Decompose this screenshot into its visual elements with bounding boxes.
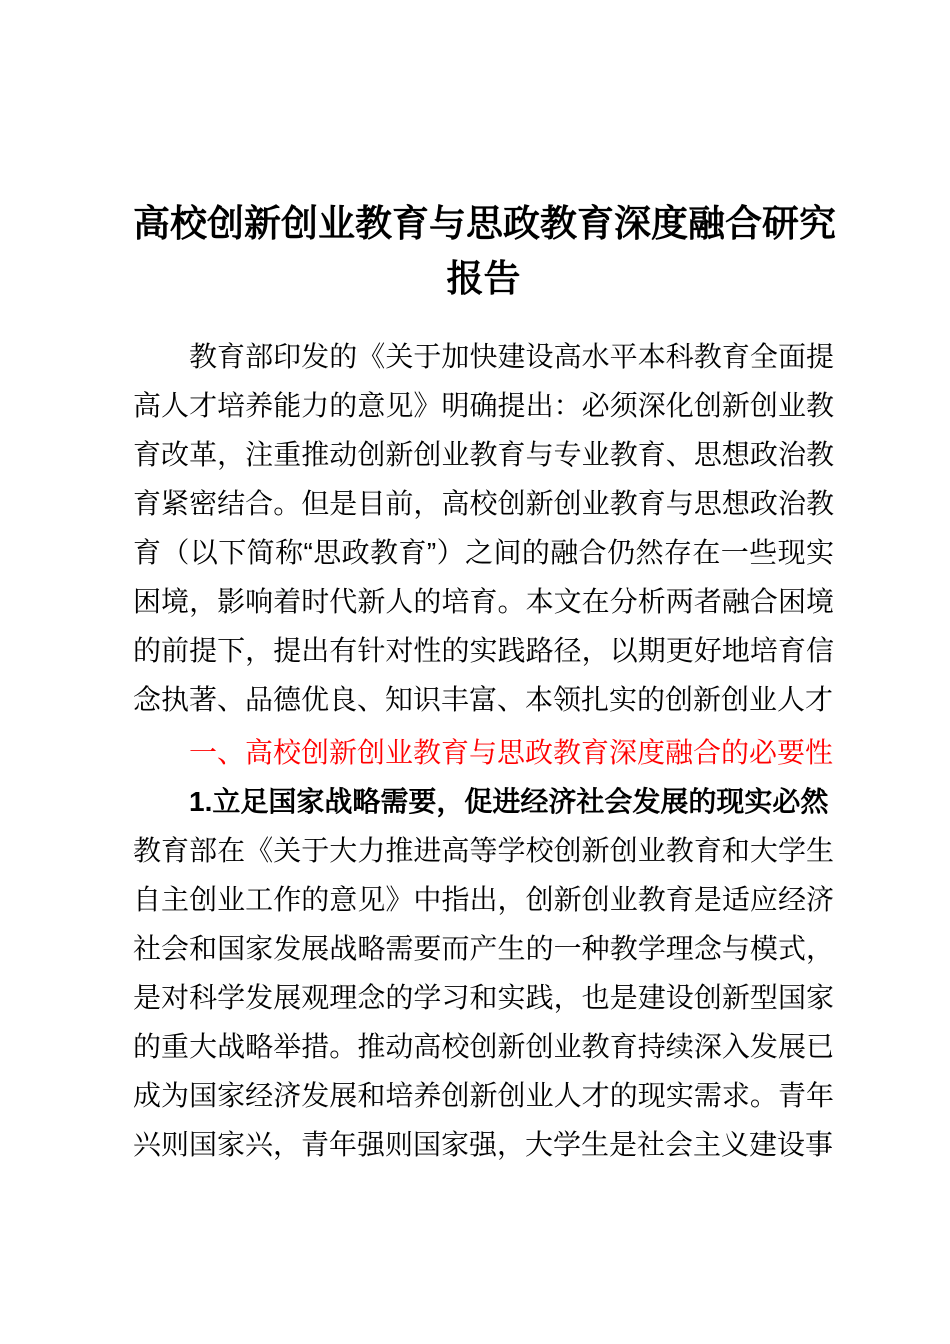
intro-paragraph: 教育部印发的《关于加快建设高水平本科教育全面提高人才培养能力的意见》明确提出：必须深化创新创业教育改革，注重推动创新创业教育与专业教育、思想政治教育紧密结合。但是目前，高校创新创业教育与思想政治教育（以下简称“思政教育”）之间的融合仍然存在一些现实困境，影响着时代新人的培育。本文在分析两者融合困境的前提下，提出有针对性的实践路径，以期更好地培育信念执著、品德优良、知识丰富、本领扎实的创新创业人才 bbox=[133, 341, 834, 715]
document-title-line-2: 报告 bbox=[446, 258, 521, 299]
section-1-heading: 一、高校创新创业教育与思政教育深度融合的必要性 bbox=[189, 737, 834, 768]
document-title bbox=[133, 196, 834, 306]
subsection-1-heading: 1.立足国家战略需要，促进经济社会发展的现实必然 bbox=[189, 786, 829, 817]
document-content bbox=[133, 196, 834, 1169]
body-paragraph-1: 教育部在《关于大力推进高等学校创新创业教育和大学生自主创业工作的意见》中指出，创新创业教育是适应经济社会和国家发展战略需要而产生的一种教学理念与模式，是对科学发展观理念的学习和实践，也是建设创新型国家的重大战略举措。推动高校创新创业教育持续深入发展已成为国家经济发展和培养创新创业人才的现实需求。青年兴则国家兴，青年强则国家强，大学生是社会主义建设事 bbox=[133, 835, 834, 1160]
document-title-line-1: 高校创新创业教育与思政教育深度融合研究 bbox=[133, 203, 836, 244]
